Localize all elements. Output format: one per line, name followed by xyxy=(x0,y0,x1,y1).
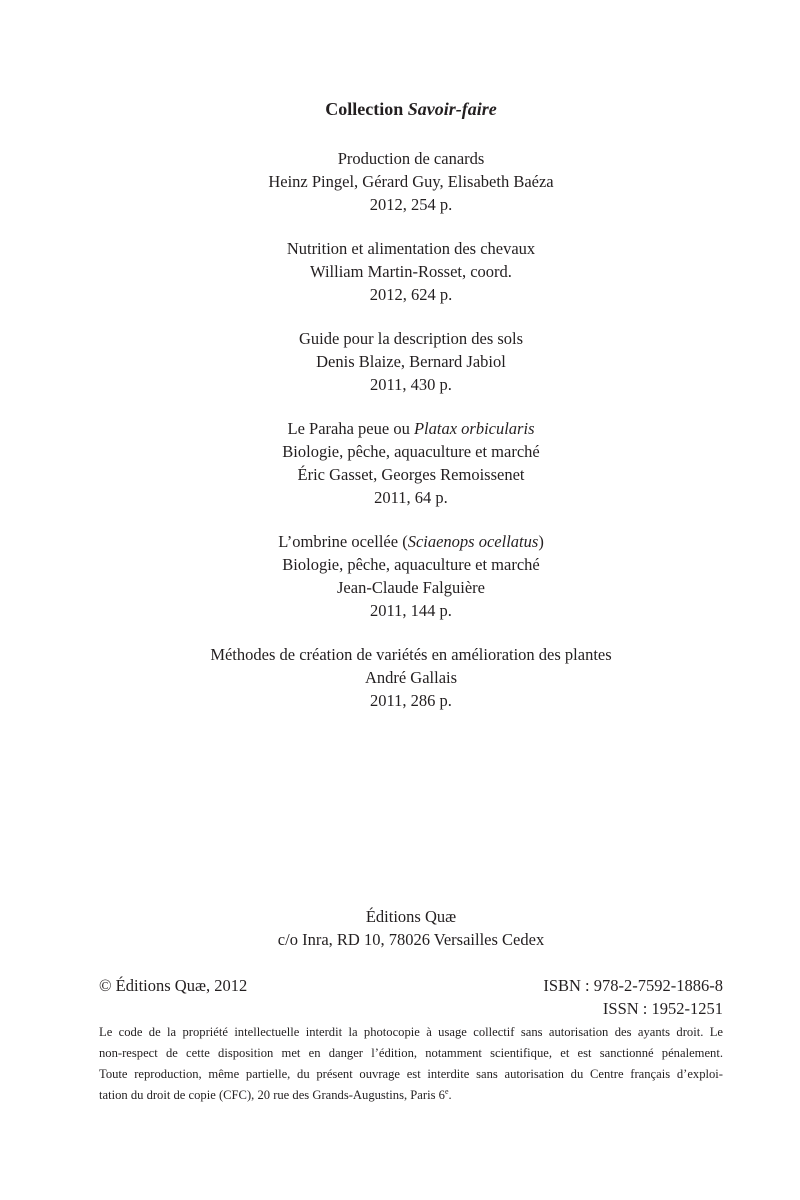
legal-line xyxy=(99,1085,723,1106)
book-authors: Éric Gasset, Georges Remoissenet xyxy=(297,465,525,484)
book-entry xyxy=(0,530,800,622)
identifiers-block xyxy=(543,974,723,1020)
book-list xyxy=(0,147,800,733)
legal-line: Toute reproduction, même partielle, du présent ouvrage est interdite sans autorisation du Centre français d’exploi- xyxy=(99,1067,723,1081)
book-entry xyxy=(0,643,800,712)
book-title: Nutrition et alimentation des chevaux xyxy=(286,239,536,258)
book-entry xyxy=(0,237,800,306)
book-authors: Jean-Claude Falguière xyxy=(337,578,485,597)
book-year-pages: 2011, 286 p. xyxy=(370,691,452,710)
legal-line-text: tation du droit de copie (CFC), 20 rue des Grands-Augustins, Paris 6 xyxy=(99,1088,445,1102)
book-title xyxy=(0,417,800,440)
book-authors: William Martin-Rosset, coord. xyxy=(310,262,512,281)
publisher-block xyxy=(0,905,800,951)
book-year-pages: 2011, 430 p. xyxy=(370,375,452,394)
book-subtitle: Biologie, pêche, aquaculture et marché xyxy=(282,442,540,461)
book-title: Méthodes de création de variétés en amélioration des plantes xyxy=(210,645,612,664)
issn: ISSN : 1952-1251 xyxy=(602,999,723,1018)
publisher-address: c/o Inra, RD 10, 78026 Versailles Cedex xyxy=(277,930,545,949)
legal-line-end: . xyxy=(448,1088,452,1102)
book-title-prefix: Le Paraha peue ou xyxy=(287,419,414,438)
legal-line-superscript: e xyxy=(444,1086,449,1096)
collection-title xyxy=(0,97,800,121)
book-authors: André Gallais xyxy=(364,668,458,687)
book-title-prefix: L’ombrine ocellée ( xyxy=(278,532,408,551)
book-title-species: Platax orbicularis xyxy=(413,419,535,438)
book-title-suffix: ) xyxy=(538,532,544,551)
book-title: Production de canards xyxy=(337,149,485,168)
publisher-name: Éditions Quæ xyxy=(365,907,457,926)
book-title-species: Sciaenops ocellatus xyxy=(407,532,539,551)
collection-prefix: Collection xyxy=(325,99,404,119)
book-title: Guide pour la description des sols xyxy=(298,329,524,348)
legal-line: non-respect de cette disposition met en danger l’édition, notamment scientifique, et est sanctionné pénalement. xyxy=(99,1046,723,1060)
book-year-pages: 2012, 624 p. xyxy=(369,285,453,304)
book-entry xyxy=(0,147,800,216)
legal-notice xyxy=(99,1022,723,1106)
copyright-notice: © Éditions Quæ, 2012 xyxy=(99,976,248,995)
legal-line: Le code de la propriété intellectuelle interdit la photocopie à usage collectif sans autorisation des ayants droit. Le xyxy=(99,1025,723,1039)
book-entry xyxy=(0,327,800,396)
book-authors: Denis Blaize, Bernard Jabiol xyxy=(316,352,506,371)
book-year-pages: 2012, 254 p. xyxy=(369,195,453,214)
isbn: ISBN : 978-2-7592-1886-8 xyxy=(543,976,723,995)
book-authors: Heinz Pingel, Gérard Guy, Elisabeth Baéza xyxy=(268,172,554,191)
collection-series: Savoir-faire xyxy=(407,99,497,119)
book-year-pages: 2011, 144 p. xyxy=(370,601,452,620)
book-subtitle: Biologie, pêche, aquaculture et marché xyxy=(282,555,540,574)
book-entry xyxy=(0,417,800,509)
book-title xyxy=(0,530,800,553)
book-year-pages: 2011, 64 p. xyxy=(374,488,448,507)
